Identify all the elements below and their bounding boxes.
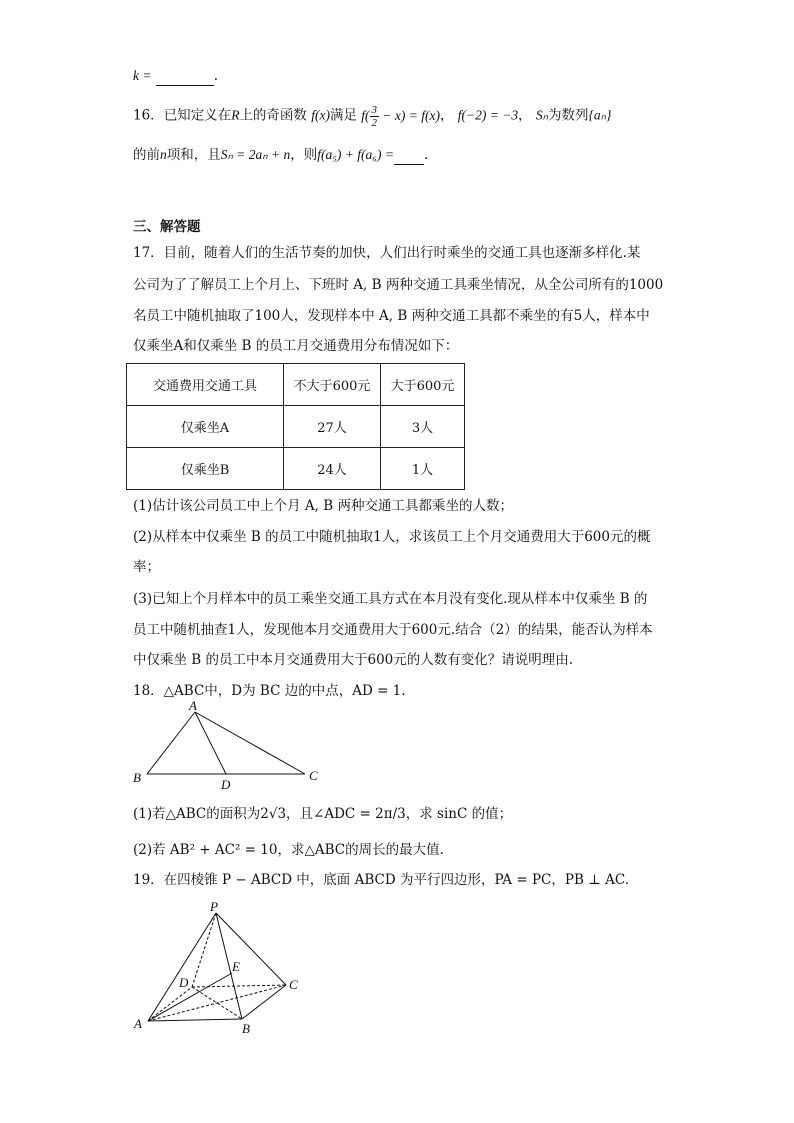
q18-part1: (1)若△ABC的面积为2√3，且∠ADC = 2π/3，求 sinC 的值； bbox=[133, 806, 513, 822]
table-header: 大于600元 bbox=[381, 364, 465, 406]
math-condition2: f(−2) = −3 bbox=[457, 107, 519, 123]
q17-line2: 公司为了了解员工上个月上、下班时 A, B 两种交通工具乘坐情况，从全公司所有的1000 bbox=[133, 277, 664, 293]
label-B: B bbox=[133, 770, 141, 785]
q17-line1: 17．目前，随着人们的生活节奏的加快，人们出行时乘坐的交通工具也逐渐多样化.某 bbox=[133, 245, 641, 261]
text: 上的奇函数 bbox=[239, 107, 307, 124]
math-fx: f(x) bbox=[311, 107, 330, 123]
question-number: 16． bbox=[133, 107, 164, 124]
side-AB bbox=[147, 712, 195, 774]
fee-table bbox=[126, 363, 465, 490]
math-R: R bbox=[231, 107, 240, 123]
triangle-figure bbox=[125, 700, 335, 792]
text: 已知定义在 bbox=[163, 107, 232, 124]
fraction-denominator: 2 bbox=[371, 117, 378, 129]
q17-part2b: 率； bbox=[133, 559, 160, 575]
k-label: k = bbox=[133, 68, 152, 83]
q17-line4: 仅乘坐A和仅乘坐 B 的员工月交通费用分布情况如下： bbox=[133, 338, 459, 354]
edge-AB bbox=[148, 1019, 242, 1021]
table-header-row bbox=[127, 364, 465, 406]
label-C: C bbox=[289, 977, 298, 992]
q18-line1: 18．△ABC中，D为 BC 边的中点，AD = 1. bbox=[133, 683, 406, 699]
q17-part3b: 员工中随机抽查1人，发现他本月交通费用大于600元.结合（2）的结果，能否认为样本 bbox=[133, 622, 653, 638]
label-C: C bbox=[309, 768, 318, 783]
q15-tail bbox=[133, 66, 218, 86]
table-cell: 仅乘坐A bbox=[127, 406, 284, 448]
section-heading: 三、解答题 bbox=[133, 219, 201, 235]
q17-part2a: (2)从样本中仅乘坐 B 的员工中随机抽取1人，求该员工上个月交通费用大于600元的概 bbox=[133, 529, 651, 545]
table-row bbox=[127, 448, 465, 490]
math-sn: Sₙ bbox=[535, 107, 549, 123]
edge-PC bbox=[216, 913, 286, 985]
q16-line2 bbox=[133, 145, 428, 165]
label-A: A bbox=[189, 700, 197, 713]
edge-DC bbox=[192, 985, 286, 987]
text: ，则 bbox=[290, 147, 318, 163]
text: 满足 bbox=[329, 107, 357, 124]
table-cell: 24人 bbox=[284, 448, 381, 490]
q17-part3a: (3)已知上个月样本中的员工乘坐交通工具方式在本月没有变化.现从样本中仅乘坐 B 的 bbox=[133, 591, 648, 607]
text: 项和，且 bbox=[166, 147, 221, 163]
edge-PA bbox=[148, 913, 216, 1021]
label-B: B bbox=[242, 1021, 250, 1036]
q19-line1: 19．在四棱锥 P − ABCD 中，底面 ABCD 为平行四边形，PA = PC，PB ⊥ AC. bbox=[133, 872, 630, 888]
fraction bbox=[370, 104, 380, 129]
segment-AE bbox=[148, 973, 232, 1021]
q17-part1: (1)估计该公司员工中上个月 A, B 两种交通工具都乘坐的人数； bbox=[133, 498, 513, 514]
label-P: P bbox=[210, 899, 218, 914]
q17-part3c: 中仅乘坐 B 的员工中本月交通费用大于600元的人数有变化？请说明理由. bbox=[133, 652, 574, 668]
fraction-numerator: 3 bbox=[371, 104, 378, 116]
diagonal-AC bbox=[148, 985, 286, 1021]
q17-line3: 名员工中随机抽取了100人，发现样本中 A, B 两种交通工具都不乘坐的有5人，样本中 bbox=[133, 308, 650, 324]
table-row bbox=[127, 406, 465, 448]
label-A: A bbox=[134, 1016, 142, 1031]
math-ask: f(a₅) + f(a₆) = bbox=[317, 147, 394, 162]
edge-AD bbox=[148, 987, 192, 1021]
q18-part2: (2)若 AB² + AC² = 10，求△ABC的周长的最大值. bbox=[133, 842, 444, 858]
edge-PD bbox=[192, 913, 216, 987]
answer-blank bbox=[156, 71, 214, 86]
period: . bbox=[213, 68, 219, 84]
table-header: 不大于600元 bbox=[284, 364, 381, 406]
answer-blank bbox=[394, 150, 424, 165]
math-condition: f( $\frac{3}{2}$ − x) = f(x) bbox=[361, 104, 440, 129]
pyramid-figure bbox=[128, 897, 318, 1039]
label-D: D bbox=[179, 975, 189, 990]
math-sn-eq: Sₙ = 2aₙ + n bbox=[220, 147, 291, 162]
q16-line1: 16．已知定义在R上的奇函数 f(x)满足 f( $\frac{3}{2}$ − x) = f(x)， f(−2) = −3， Sₙ为数列{aₙ} bbox=[133, 104, 612, 129]
label-D: D bbox=[221, 777, 231, 792]
edge-BC bbox=[242, 985, 286, 1019]
math-n: n bbox=[160, 147, 167, 162]
label-E: E bbox=[232, 959, 240, 974]
math-seq: {aₙ} bbox=[588, 107, 612, 123]
period: . bbox=[423, 147, 429, 163]
table-cell: 仅乘坐B bbox=[127, 448, 284, 490]
table-cell: 27人 bbox=[284, 406, 381, 448]
side-AC bbox=[195, 712, 305, 774]
table-cell: 3人 bbox=[381, 406, 465, 448]
text: 的前 bbox=[133, 147, 160, 163]
table-header: 交通费用交通工具 bbox=[127, 364, 284, 406]
table-cell: 1人 bbox=[381, 448, 465, 490]
text: 为数列 bbox=[548, 107, 589, 124]
